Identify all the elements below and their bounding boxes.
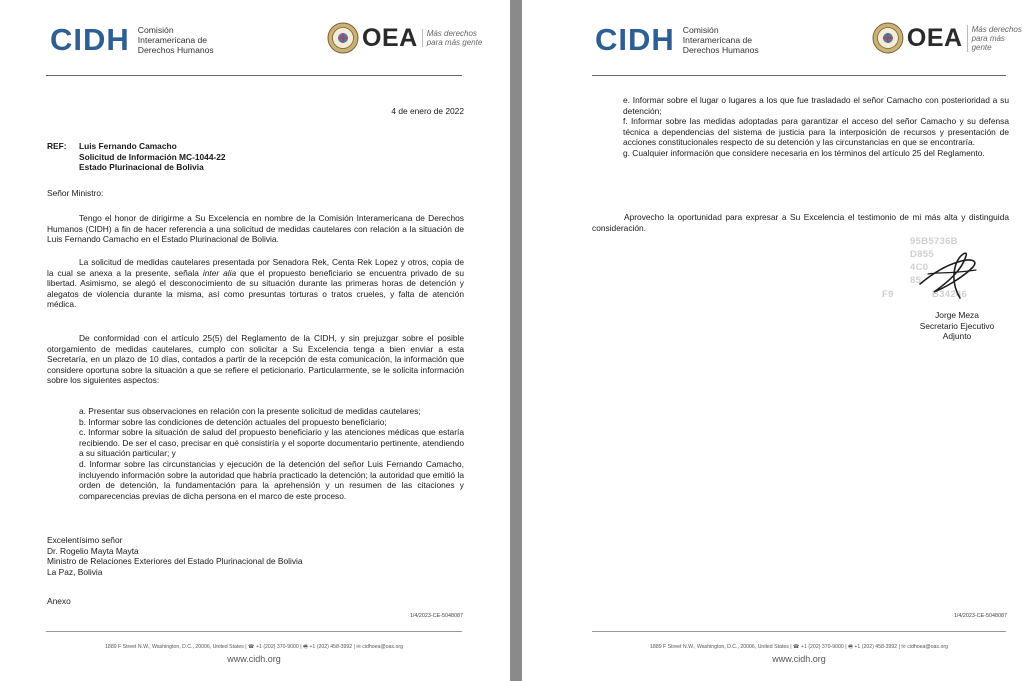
signer-name: Jorge Meza bbox=[935, 310, 979, 320]
list-item: c. Informar sobre la situación de salud del propuesto beneficiario y las atenciones médicas que estaría recibiendo. De ser el caso, precisar en qué consistiría y el soporte documentario pertinente, atendiendo a su situación particular; y bbox=[79, 427, 464, 459]
signer-title: Secretario Ejecutivo bbox=[919, 320, 995, 331]
header-divider bbox=[592, 75, 1006, 76]
oas-seal-icon bbox=[327, 22, 359, 54]
handwritten-signature bbox=[914, 244, 986, 302]
oea-logo bbox=[327, 22, 482, 54]
footer-address: 1889 F Street N.W., Washington, D.C., 20006, United States | ☎ +1 (202) 370-9000 | 🖷 +1 (202) 458-3992 | ✉ cidhoea@oas.org bbox=[650, 644, 948, 650]
list-item: d. Informar sobre las circunstancias y ejecución de la detención del señor Luis Fernando Camacho, incluyendo información sobre la autoridad que habría practicado la detención; la autoridad que emitió la orden de detención, la fundamentación para la aprehensión y un resumen de las citaciones y comparecencias previas de dicha persona en el marco de este proceso. bbox=[79, 458, 464, 501]
footer-website: www.cidh.org bbox=[772, 654, 826, 664]
request-list-continued bbox=[623, 95, 1009, 159]
ref-label: REF: bbox=[47, 141, 67, 151]
list-item: f. Informar sobre las medidas adoptadas para garantizar el acceso del señor Camacho y su defensa técnica a dependencias del sistema de justicia para la interposición de recursos y presentación de acciones constitucionales respecto de su detención y las circunstancias en que se encontraría. bbox=[623, 116, 1009, 148]
list-item: a. Presentar sus observaciones en relación con la presente solicitud de medidas cautelares; bbox=[79, 406, 421, 416]
footer-website: www.cidh.org bbox=[227, 654, 281, 664]
salutation: Señor Ministro: bbox=[47, 188, 104, 198]
letter-date: 4 de enero de 2022 bbox=[391, 106, 464, 116]
cidh-logo bbox=[50, 22, 214, 58]
signer-block: Jorge Meza Secretario Ejecutivo Adjunto bbox=[902, 310, 1012, 342]
list-item: g. Cualquier información que considere necesaria en los términos del artículo 25 del Reglamento. bbox=[623, 147, 985, 158]
paragraph-1: Tengo el honor de dirigirme a Su Excelencia en nombre de la Comisión Interamericana de Derechos Humanos (CIDH) a fin de hacer referencia a una solicitud de medidas cautelares con relación a la situación de Luis Fernando Camacho en el Estado Plurinacional de Bolivia. bbox=[47, 213, 464, 245]
oea-tagline: Más derechos para más gente bbox=[422, 29, 483, 47]
footer-address: 1889 F Street N.W., Washington, D.C., 20006, United States | ☎ +1 (202) 370-9000 | 🖷 +1 (202) 458-3992 | ✉ cidhoea@oas.org bbox=[105, 644, 403, 650]
list-item: e. Informar sobre el lugar o lugares a los que fue trasladado el señor Camacho con posterioridad a su detención; bbox=[623, 95, 1009, 116]
closing-paragraph: Aprovecho la oportunidad para expresar a Su Excelencia el testimonio de mi más alta y distinguida consideración. bbox=[592, 212, 1009, 233]
paragraph-3: De conformidad con el artículo 25(5) del Reglamento de la CIDH, y sin prejuzgar sobre el posible otorgamiento de medidas cautelares, cumplo con solicitar a Su Excelencia tenga a bien enviar a esta Secretaría, en un plazo de 10 días, contados a partir de la recepción de esta comunicación, la información que considere oportuna sobre la situación a que se refiere el peticionario. Particularmente, se le solicita información sobre los siguientes aspectos: bbox=[47, 333, 464, 386]
annex-label: Anexo bbox=[47, 596, 71, 606]
footer-divider bbox=[592, 631, 1006, 632]
document-code: 1/4/2023-CE-5048087 bbox=[953, 613, 1007, 619]
footer-divider bbox=[46, 631, 462, 632]
list-item: b. Informar sobre las condiciones de detención actuales del propuesto beneficiario; bbox=[79, 416, 387, 427]
addressee-block: Excelentísimo señor Dr. Rogelio Mayta Mayta Ministro de Relaciones Exteriores del Estado Plurinacional de Bolivia La Paz, Bolivia bbox=[47, 535, 303, 577]
request-list bbox=[79, 406, 464, 501]
cidh-name: Comisión Interamericana de Derechos Humanos bbox=[137, 25, 214, 55]
cidh-mark: CIDH bbox=[595, 22, 675, 57]
cidh-logo bbox=[595, 22, 759, 58]
letter-page-2: CIDH Comisión Interamericana de Derechos Humanos OEA Más derechos para más gente e. Informar sobre el lugar o lugares a los que fue trasladado el señor Camacho con posterioridad a su detención; f. Informar sobre las medidas adoptadas para garantizar el acceso del señor Camacho y su defensa técnica a dependencias del sistema de justicia para la interposición de recursos y presentación de acciones constitucionales respecto de su detención y las circunstancias en que se encontraría. g. Cualquier información que considere necesaria en los términos del artículo 25 del Reglamento. Aprovecho la oportunidad para expresar a Su Excelencia el testimonio de mi más alta y distinguida consideración. 95B5736B D855 4C0 85 F9 B34246 Jorge Meza Secretario Ejecutivo Adjunto 1/4/2023-CE-5048087 1889 F Street N.W., Washington, D.C., 20006, United States | ☎ +1 (202) 370-9000 | 🖷 +1 (202) 458-3992 | ✉ cidhoea@oas.org www.cidh.org bbox=[522, 0, 1027, 681]
oea-logo bbox=[872, 22, 1027, 54]
oea-acronym: OEA bbox=[906, 23, 963, 52]
document-code: 1/4/2023-CE-5048087 bbox=[409, 613, 463, 619]
ref-block: Luis Fernando Camacho Solicitud de Información MC-1044-22 Estado Plurinacional de Bolivia bbox=[79, 141, 226, 173]
header-divider bbox=[46, 75, 462, 76]
paragraph-2: La solicitud de medidas cautelares presentada por Senadora Rek, Centa Rek Lopez y otros, copia de la cual se anexa a la presente, señala inter alia que el propuesto beneficiario se encuentra privado de su libertad. Asimismo, se alegó el desconocimiento de su situación durante las primeras horas de detención y alegatos de violencia durante la misma, así como presuntas torturas o tratos crueles, y falta de atención médica. bbox=[47, 257, 465, 310]
oea-tagline: Más derechos para más gente bbox=[967, 25, 1027, 52]
letter-page-1 bbox=[0, 0, 510, 681]
oea-acronym: OEA bbox=[362, 23, 418, 52]
oas-seal-icon bbox=[872, 22, 904, 54]
cidh-mark: CIDH bbox=[50, 22, 130, 57]
cidh-name: Comisión Interamericana de Derechos Humanos bbox=[682, 25, 759, 55]
